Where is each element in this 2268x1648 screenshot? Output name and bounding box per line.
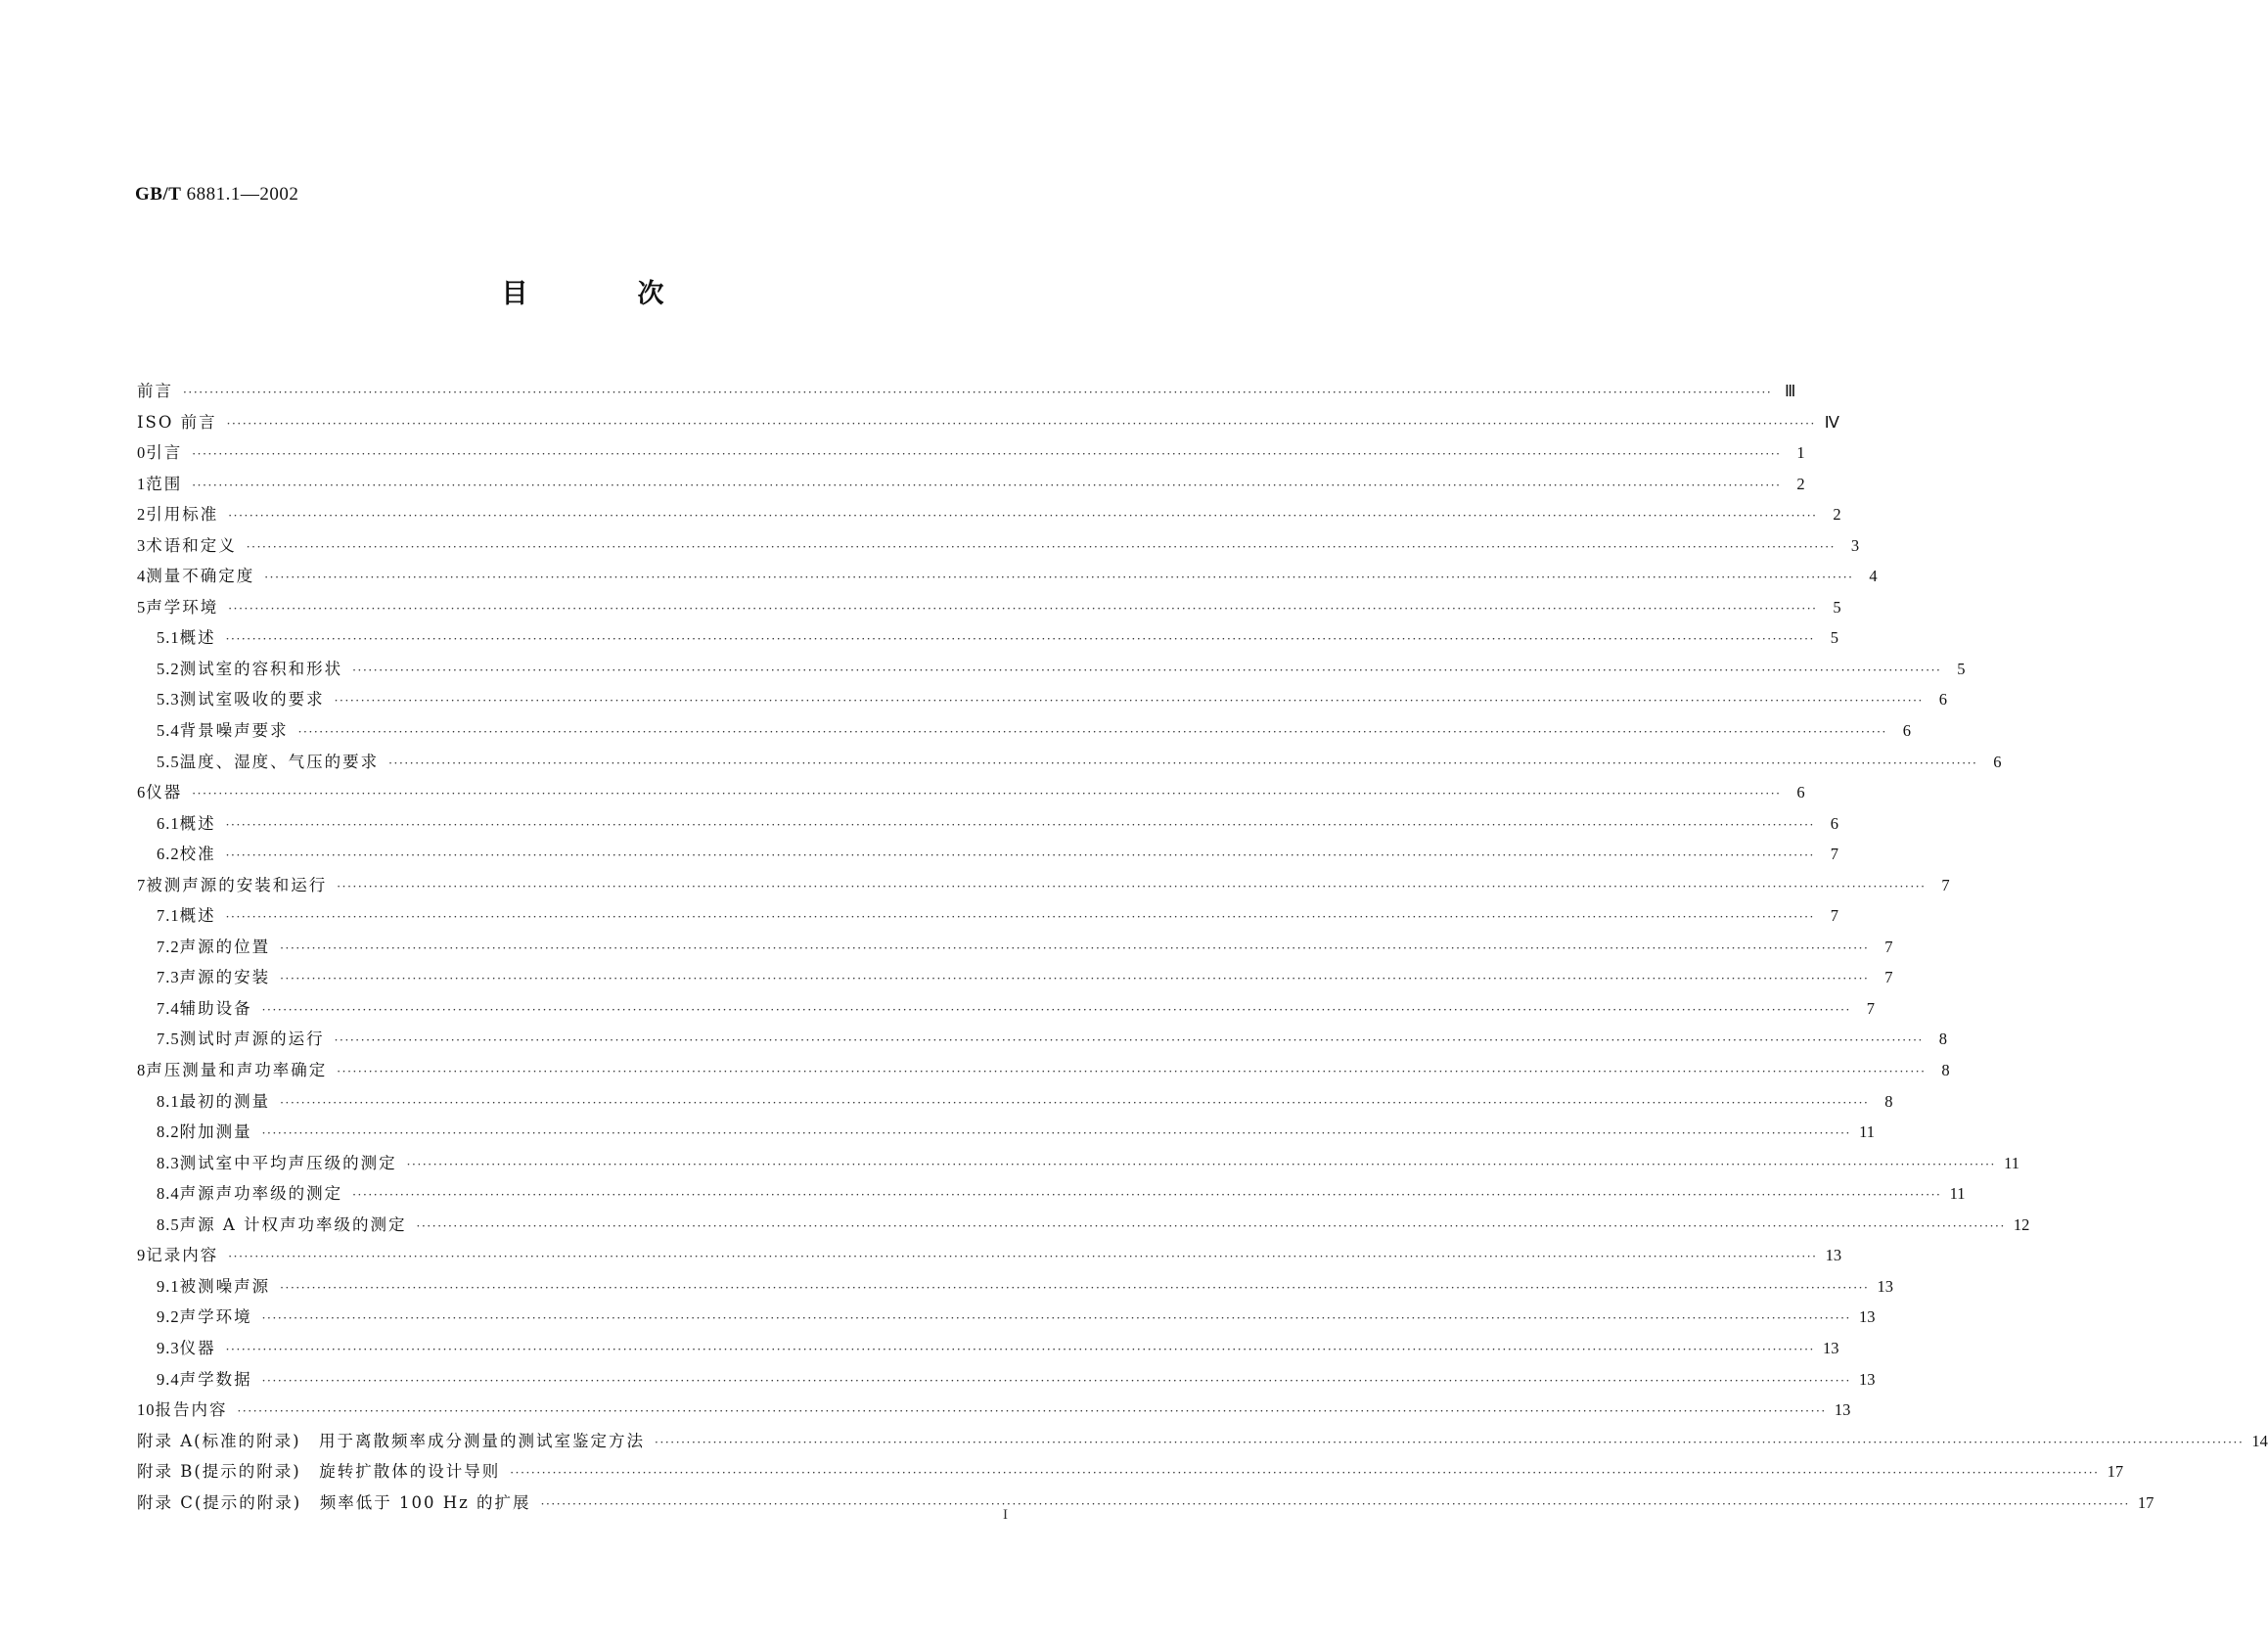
toc-entry-label: 引用标准 <box>146 505 219 525</box>
toc-leader-dots: ············································································································································································································································································································ <box>264 571 1854 585</box>
toc-entry[interactable] <box>137 1055 1950 1086</box>
toc-leader-dots: ············································································································································································································································································································ <box>228 601 1818 616</box>
toc-entry-page: 8 <box>1938 1030 1947 1049</box>
toc-leader-dots: ············································································································································································································································································································ <box>225 817 1815 832</box>
toc-entry-page: 1 <box>1796 443 1805 463</box>
toc-entry-label: 前言 <box>137 382 173 400</box>
toc-entry-number: 9.1 <box>157 1276 180 1296</box>
standard-prefix: GB/T <box>135 184 182 205</box>
toc-entry-number: 5.2 <box>157 659 180 678</box>
toc-leader-dots: ············································································································································································································································································································ <box>388 755 1978 770</box>
toc-entry-label: 概述 <box>179 813 216 833</box>
toc-entry-page: 13 <box>1858 1307 1876 1327</box>
toc-entry[interactable] <box>137 407 1839 438</box>
toc-entry-label: 概述 <box>179 628 216 648</box>
toc-leader-dots: ············································································································································································································································································································ <box>192 787 1782 801</box>
toc-leader-dots: ············································································································································································································································································································ <box>228 1250 1818 1264</box>
toc-entry[interactable] <box>137 1488 2155 1519</box>
toc-entry-page: Ⅲ <box>1784 382 1796 400</box>
toc-entry-page: 5 <box>1830 628 1838 648</box>
toc-leader-dots: ············································································································································································································································································································ <box>334 1033 1924 1048</box>
toc-entry-page: 7 <box>1884 968 1893 987</box>
toc-entry[interactable] <box>137 376 1796 407</box>
toc-leader-dots: ············································································································································································································································································································ <box>261 1373 1851 1388</box>
toc-leader-dots: ············································································································································································································································································································ <box>337 879 1927 893</box>
toc-entry-page: 8 <box>1941 1061 1950 1080</box>
toc-entry[interactable] <box>137 684 1947 715</box>
toc-leader-dots: ············································································································································································································································································································ <box>192 447 1782 462</box>
toc-entry-label: 声源 A 计权声功率级的测定 <box>179 1214 407 1234</box>
toc-entry-page: 6 <box>1830 813 1838 833</box>
toc-leader-dots: ············································································································································································································································································································ <box>334 694 1924 709</box>
toc-entry-number: 10 <box>137 1400 156 1420</box>
toc-leader-dots: ············································································································································································································································································································ <box>280 1280 1870 1295</box>
toc-entry-label: 记录内容 <box>146 1246 219 1265</box>
toc-entry-page: 12 <box>2013 1214 2030 1234</box>
toc-entry-label: 校准 <box>179 845 216 864</box>
toc-leader-dots: ············································································································································································································································································································ <box>225 632 1815 647</box>
toc-entry[interactable] <box>137 1210 2030 1241</box>
toc-leader-dots: ············································································································································································································································································································ <box>225 910 1815 925</box>
toc-leader-dots: ············································································································································································································································································································ <box>280 940 1870 955</box>
toc-entry-number: 8 <box>137 1061 147 1080</box>
table-of-contents <box>137 376 2268 1518</box>
toc-entry[interactable] <box>137 808 1838 840</box>
toc-entry-label: 测量不确定度 <box>146 567 255 586</box>
toc-entry[interactable] <box>137 1240 1842 1271</box>
toc-entry[interactable] <box>137 1024 1947 1055</box>
toc-entry-number: 7.3 <box>157 968 180 987</box>
toc-entry-label: 测试时声源的运行 <box>179 1030 325 1049</box>
toc-entry-page: 17 <box>2107 1462 2124 1482</box>
toc-entry-label: 被测声源的安装和运行 <box>146 875 328 894</box>
title-char-1: 目 <box>501 279 528 309</box>
toc-leader-dots: ············································································································································································································································································································ <box>225 848 1815 863</box>
toc-entry[interactable] <box>137 622 1838 654</box>
toc-entry[interactable] <box>137 1426 2268 1457</box>
toc-entry-page: 13 <box>1834 1400 1851 1420</box>
toc-leader-dots: ············································································································································································································································································································ <box>183 386 1773 399</box>
toc-leader-dots: ············································································································································································································································································································ <box>280 972 1870 986</box>
toc-entry[interactable] <box>137 1456 2124 1488</box>
toc-entry[interactable] <box>137 993 1875 1025</box>
toc-entry-page: 7 <box>1866 998 1875 1018</box>
toc-entry-page: 5 <box>1833 597 1841 617</box>
toc-entry-page: 4 <box>1869 567 1878 586</box>
toc-entry-number: 5 <box>137 597 147 617</box>
toc-entry[interactable] <box>137 530 1860 562</box>
toc-leader-dots: ············································································································································································································································································································ <box>337 1065 1927 1079</box>
toc-leader-dots: ············································································································································································································································································································ <box>261 1002 1851 1017</box>
toc-entry-label: 辅助设备 <box>179 998 252 1018</box>
toc-entry-page: Ⅳ <box>1824 412 1839 432</box>
toc-leader-dots: ············································································································································································································································································································ <box>416 1218 2006 1233</box>
toc-entry-page: 2 <box>1796 474 1805 493</box>
toc-entry-number: 6.1 <box>157 813 180 833</box>
toc-entry-label: 测试室吸收的要求 <box>179 690 325 710</box>
toc-entry[interactable] <box>137 900 1838 932</box>
toc-entry-label: 仪器 <box>179 1338 216 1357</box>
toc-entry-number: 7.2 <box>157 937 180 956</box>
toc-entry-label: 背景噪声要求 <box>179 721 289 741</box>
toc-entry-page: 13 <box>1877 1276 1893 1296</box>
toc-entry[interactable] <box>137 1302 1876 1333</box>
toc-entry-page: 7 <box>1884 937 1893 956</box>
toc-entry[interactable] <box>137 747 2002 778</box>
toc-entry-label: 仪器 <box>146 783 183 802</box>
toc-entry[interactable] <box>137 932 1893 963</box>
toc-entry-label: 最初的测量 <box>179 1091 271 1111</box>
toc-entry-page: 7 <box>1830 906 1838 926</box>
toc-entry-page: 7 <box>1941 875 1950 894</box>
toc-entry[interactable] <box>137 777 1805 808</box>
toc-entry[interactable] <box>137 469 1805 500</box>
toc-entry[interactable] <box>137 870 1950 901</box>
toc-leader-dots: ············································································································································································································································································································ <box>280 1095 1870 1110</box>
toc-entry-page: 6 <box>1796 783 1805 802</box>
toc-entry-label: 报告内容 <box>155 1400 228 1420</box>
page-number: I <box>1003 1507 1008 1523</box>
toc-entry-number: 6.2 <box>157 845 180 864</box>
toc-entry-label: 声源的安装 <box>179 968 271 987</box>
toc-entry[interactable] <box>137 437 1805 469</box>
toc-entry-number: 8.3 <box>157 1153 180 1172</box>
toc-entry-label: 测试室的容积和形状 <box>179 659 343 678</box>
toc-entry-number: 6 <box>137 783 147 802</box>
toc-entry-page: 6 <box>1938 690 1947 710</box>
toc-entry-label: 附录 B(提示的附录) 旋转扩散体的设计导则 <box>137 1462 501 1482</box>
toc-entry-page: 3 <box>1850 535 1860 555</box>
toc-entry[interactable] <box>137 561 1878 592</box>
toc-entry-number: 0 <box>137 443 147 463</box>
toc-entry[interactable] <box>137 715 1911 747</box>
toc-entry-page: 7 <box>1830 845 1838 864</box>
toc-entry-page: 6 <box>1993 752 2002 771</box>
toc-leader-dots: ············································································································································································································································································································ <box>297 725 1887 740</box>
toc-entry[interactable] <box>137 1395 1851 1426</box>
toc-leader-dots: ············································································································································································································································································································ <box>352 663 1942 677</box>
toc-entry[interactable] <box>137 1086 1893 1118</box>
toc-entry-number: 3 <box>137 535 147 555</box>
toc-entry-label: 被测噪声源 <box>179 1276 271 1296</box>
toc-leader-dots: ············································································································································································································································································································ <box>540 1496 2130 1511</box>
toc-leader-dots: ············································································································································································································································································································ <box>246 539 1837 554</box>
toc-entry-page: 11 <box>1949 1184 1966 1204</box>
standard-number: 6881.1—2002 <box>186 184 299 205</box>
toc-entry-label: 声学环境 <box>179 1307 252 1327</box>
toc-entry-label: 术语和定义 <box>146 535 237 555</box>
toc-entry-number: 8.1 <box>157 1091 180 1111</box>
toc-entry-page: 13 <box>1858 1369 1876 1389</box>
toc-entry-label: 温度、湿度、气压的要求 <box>179 752 380 771</box>
toc-entry-number: 9.3 <box>157 1338 180 1357</box>
toc-entry-label: 范围 <box>146 474 183 493</box>
toc-entry-page: 13 <box>1825 1246 1842 1265</box>
toc-entry[interactable] <box>137 1271 1893 1303</box>
toc-leader-dots: ············································································································································································································································································································ <box>510 1466 2100 1481</box>
toc-entry-number: 5.3 <box>157 690 180 710</box>
toc-entry-label: 附录 A(标准的附录) 用于离散频率成分测量的测试室鉴定方法 <box>137 1431 646 1450</box>
toc-entry[interactable] <box>137 1364 1876 1396</box>
toc-entry-number: 2 <box>137 505 147 525</box>
toc-entry-number: 5.4 <box>157 721 180 741</box>
toc-entry[interactable] <box>137 1178 1966 1210</box>
toc-entry[interactable] <box>137 962 1893 993</box>
toc-entry-page: 11 <box>1859 1122 1875 1142</box>
toc-entry-page: 6 <box>1902 721 1911 741</box>
title-char-2: 次 <box>637 279 664 309</box>
toc-entry-label: 声源声功率级的测定 <box>179 1184 343 1204</box>
toc-entry-number: 9.4 <box>157 1369 180 1389</box>
toc-entry-page: 2 <box>1833 505 1841 525</box>
toc-entry-page: 17 <box>2137 1492 2155 1512</box>
toc-leader-dots: ············································································································································································································································································································ <box>655 1435 2245 1449</box>
toc-entry-label: 引言 <box>146 443 183 463</box>
toc-leader-dots: ············································································································································································································································································································ <box>261 1126 1851 1141</box>
toc-entry-number: 9 <box>137 1246 147 1265</box>
toc-entry-label: 附加测量 <box>179 1122 252 1142</box>
toc-entry-number: 8.4 <box>157 1184 180 1204</box>
toc-entry-number: 5.1 <box>157 628 180 648</box>
toc-leader-dots: ············································································································································································································································································································ <box>237 1404 1827 1419</box>
toc-leader-dots: ············································································································································································································································································································ <box>352 1188 1942 1203</box>
toc-leader-dots: ············································································································································································································································································································ <box>192 478 1782 492</box>
toc-entry-number: 5.5 <box>157 752 180 771</box>
toc-entry-number: 8.2 <box>157 1122 180 1142</box>
toc-entry-number: 7.1 <box>157 906 180 926</box>
toc-entry[interactable] <box>137 592 1841 623</box>
toc-entry[interactable] <box>137 499 1841 530</box>
toc-entry[interactable] <box>137 839 1838 870</box>
toc-entry-page: 11 <box>2004 1153 2019 1172</box>
toc-leader-dots: ············································································································································································································································································································ <box>226 416 1816 431</box>
toc-leader-dots: ············································································································································································································································································································ <box>406 1157 1996 1171</box>
toc-entry-page: 13 <box>1822 1338 1839 1357</box>
toc-entry-page: 5 <box>1957 659 1966 678</box>
toc-entry-label: 测试室中平均声压级的测定 <box>179 1153 397 1172</box>
toc-entry-number: 8.5 <box>157 1214 180 1234</box>
toc-entry-label: 附录 C(提示的附录) 频率低于 100 Hz 的扩展 <box>137 1492 531 1512</box>
toc-entry-number: 4 <box>137 567 147 586</box>
toc-leader-dots: ············································································································································································································································································································ <box>261 1311 1851 1326</box>
toc-entry-label: 声学数据 <box>179 1369 252 1389</box>
toc-entry-page: 14 <box>2251 1431 2268 1450</box>
toc-entry-label: 概述 <box>179 906 216 926</box>
toc-entry-number: 9.2 <box>157 1307 180 1327</box>
toc-entry-number: 7.5 <box>157 1030 180 1049</box>
toc-entry-label: 声压测量和声功率确定 <box>146 1061 328 1080</box>
toc-entry-label: ISO 前言 <box>137 412 217 432</box>
standard-code <box>135 184 298 206</box>
toc-entry[interactable] <box>137 1148 2019 1179</box>
toc-entry-number: 7 <box>137 875 147 894</box>
toc-entry[interactable] <box>137 1117 1875 1148</box>
toc-leader-dots: ············································································································································································································································································································ <box>225 1342 1815 1356</box>
toc-leader-dots: ············································································································································································································································································································ <box>228 509 1818 524</box>
toc-entry-number: 1 <box>137 474 147 493</box>
toc-entry[interactable] <box>137 654 1966 685</box>
toc-entry-label: 声源的位置 <box>179 937 271 956</box>
toc-entry-page: 8 <box>1884 1091 1893 1111</box>
toc-entry[interactable] <box>137 1333 1839 1364</box>
toc-entry-number: 7.4 <box>157 998 180 1018</box>
toc-entry-label: 声学环境 <box>146 597 219 617</box>
page-title <box>0 272 1165 310</box>
